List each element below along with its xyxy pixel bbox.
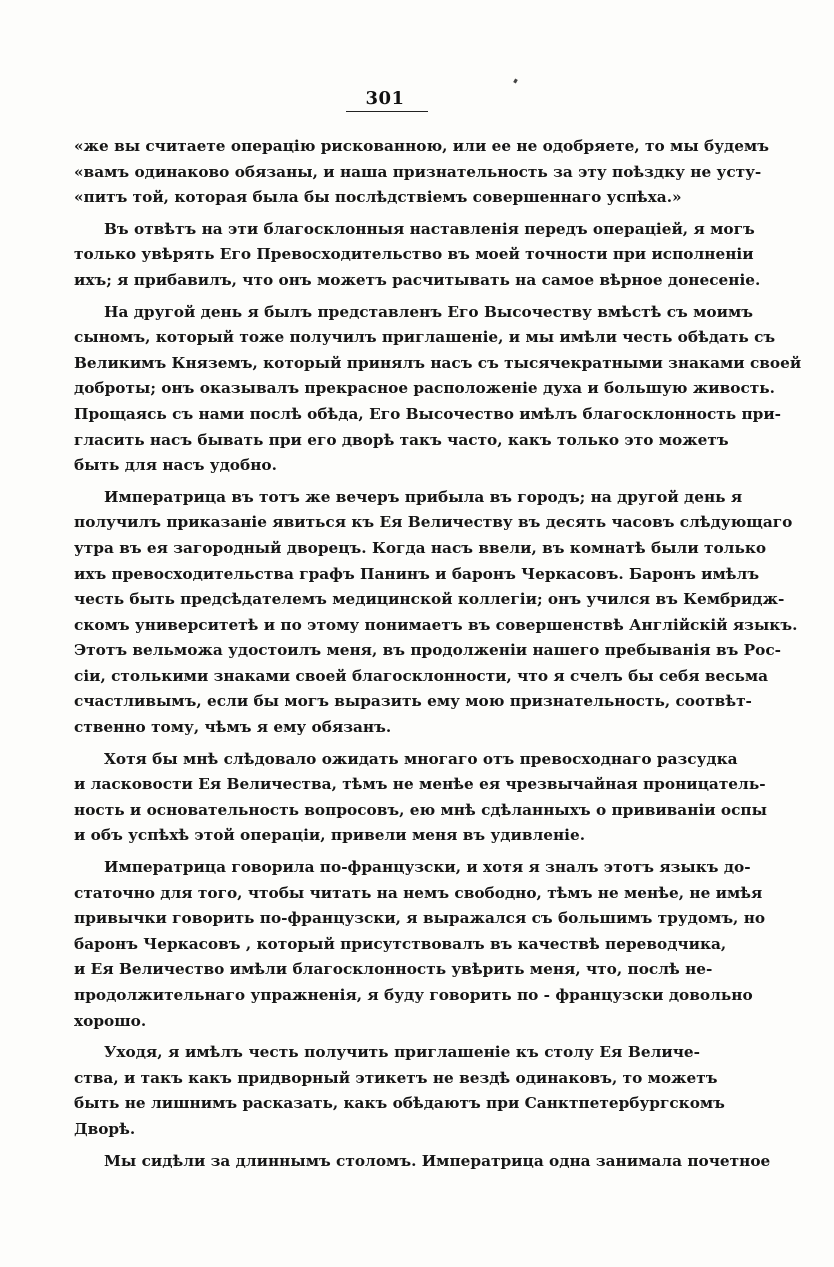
paragraph <box>74 1149 771 1175</box>
text-line: ихъ превосходительства графъ Панинъ и баронъ Черкасовъ. Баронъ имѣлъ <box>74 564 760 583</box>
text-line: Въ отвѣтъ на эти благосклонныя наставленія передъ операціей, я могъ <box>104 219 755 238</box>
text-line: «же вы считаете операцію рискованною, или ее не одобряете, то мы будемъ <box>74 137 769 155</box>
text-line: и объ успѣхѣ этой операціи, привели меня въ удивленіе. <box>74 826 586 845</box>
text-line: Прощаясь съ нами послѣ обѣда, Его Высочество имѣлъ благосклонность при- <box>74 404 782 423</box>
paragraph <box>74 485 798 741</box>
text-line: сіи, столькими знаками своей благосклонности, что я счелъ бы себя весьма <box>74 666 769 685</box>
paragraph <box>74 1040 725 1142</box>
text-line: Уходя, я имѣлъ честь получить приглашеніе къ столу Ея Величе- <box>104 1043 700 1062</box>
text-line: Этотъ вельможа удостоилъ меня, въ продолженіи нашего пребыванія въ Рос- <box>74 641 782 660</box>
text-line: Хотя бы мнѣ слѣдовало ожидать многаго отъ превосходнаго разсудка <box>104 749 738 768</box>
text-line: «вамъ одинаково обязаны, и наша признательность за эту поѣздку не усту- <box>74 162 762 181</box>
text-line: гласить насъ бывать при его дворѣ такъ часто, какъ только это можетъ <box>74 430 729 449</box>
text-line: утра въ ея загородный дворецъ. Когда насъ ввели, въ комнатѣ были только <box>74 538 767 557</box>
text-line: быть для насъ удобно. <box>74 456 277 475</box>
text-line: доброты; онъ оказывалъ прекрасное расположеніе духа и большую живость. <box>74 379 775 398</box>
text-line: счастливымъ, если бы могъ выразить ему мою признательность, соотвѣт- <box>74 692 752 711</box>
text-line: хорошо. <box>74 1011 147 1030</box>
text-line: Императрица въ тотъ же вечеръ прибыла въ городъ; на другой день я <box>104 487 743 506</box>
text-line: баронъ Черкасовъ , который присутствовалъ въ качествѣ переводчика, <box>74 934 727 953</box>
text-line: статочно для того, чтобы читать на немъ свободно, тѣмъ не менѣе, не имѣя <box>74 883 763 902</box>
text-line: скомъ университетѣ и по этому понимаетъ въ совершенствѣ Англійскій языкъ. <box>74 615 798 634</box>
text-line: ность и основательность вопросовъ, ею мнѣ сдѣланныхъ о прививаніи оспы <box>74 800 767 819</box>
text-line: ихъ; я прибавилъ, что онъ можетъ расчитывать на самое вѣрное донесеніе. <box>74 270 761 289</box>
text-line: Великимъ Княземъ, который принялъ насъ съ тысячекратными знаками своей <box>74 353 802 372</box>
text-line: Дворѣ. <box>74 1119 136 1138</box>
paragraph <box>74 855 766 1034</box>
text-line: только увѣрять Его Превосходительство въ моей точности при исполненіи <box>74 245 754 264</box>
text-line: быть не лишнимъ расказать, какъ обѣдаютъ при Санктпетербургскомъ <box>74 1094 725 1113</box>
text-line: ства, и такъ какъ придворный этикетъ не вездѣ одинаковъ, то можетъ <box>74 1068 718 1087</box>
paragraph <box>74 300 802 479</box>
text-line: привычки говорить по-французски, я выражался съ большимъ трудомъ, но <box>74 909 766 928</box>
text-line: «питъ той, которая была бы послѣдствіемъ совершеннаго успѣха.» <box>74 188 682 207</box>
text-line: Императрица говорила по-французски, и хотя я зналъ этотъ языкъ до- <box>104 858 751 877</box>
print-speck <box>513 79 518 84</box>
text-line: На другой день я былъ представленъ Его Высочеству вмѣстѣ съ моимъ <box>104 302 753 321</box>
text-line: продолжительнаго упражненія, я буду говорить по - французски довольно <box>74 986 753 1004</box>
page-number: 301 <box>365 88 405 109</box>
text-line: и Ея Величество имѣли благосклонность увѣрить меня, что, послѣ не- <box>74 960 713 979</box>
text-line: ственно тому, чѣмъ я ему обязанъ. <box>74 718 392 737</box>
paragraph <box>74 747 767 849</box>
page-number-rule <box>346 111 428 112</box>
text-line: получилъ приказаніе явиться къ Ея Величеству въ десять часовъ слѣдующаго <box>74 513 793 532</box>
body-text <box>74 134 802 1174</box>
text-line: сыномъ, который тоже получилъ приглашеніе, и мы имѣли честь обѣдать съ <box>74 328 776 347</box>
text-line: Мы сидѣли за длиннымъ столомъ. Императрица одна занимала почетное <box>104 1151 771 1170</box>
text-line: и ласковости Ея Величества, тѣмъ не менѣе ея чрезвычайная проницатель- <box>74 775 766 794</box>
paragraph <box>74 217 761 294</box>
text-line: честь быть предсѣдателемъ медицинской коллегіи; онъ учился въ Кембридж- <box>74 590 785 609</box>
paragraph <box>74 134 769 211</box>
